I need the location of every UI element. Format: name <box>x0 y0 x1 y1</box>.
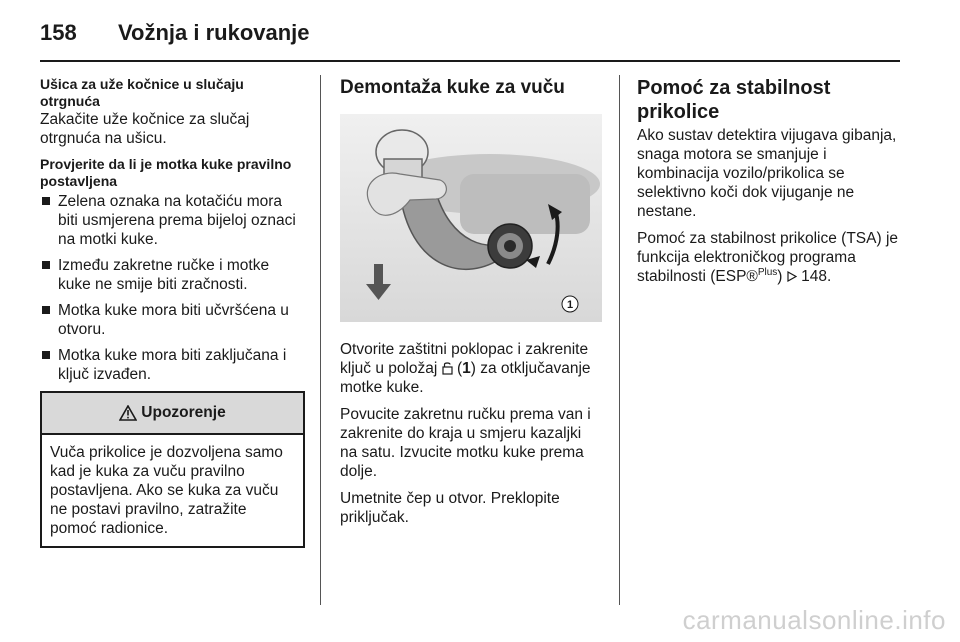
tow-hook-drawing <box>340 114 602 322</box>
column-2 <box>340 76 602 535</box>
paragraph-tsa-esp: Pomoć za stabilnost prikolice (TSA) je funkcija elektroničkog programa stabilnosti (ESP®$^{Plus}$) 148. <box>637 230 899 285</box>
page-reference[interactable]: 148. <box>801 268 832 285</box>
paragraph-pull-handle: Povucite zakretnu ručku prema van i zakrenite do kraja u smjeru kazaljki na satu. Izvucite motku kuke prema dolje. <box>340 406 591 480</box>
paragraph-open-cover: Otvorite zaštitni poklopac i zakrenite ključ u položaj (1) za otključavanje motke kuke. <box>340 341 591 396</box>
column-3 <box>637 76 905 294</box>
chapter-title: Vožnja i rukovanje <box>118 20 310 45</box>
list-item: Zelena oznaka na kotačiću mora biti usmjerena prema bijeloj oznaci na motki kuke. <box>40 192 305 249</box>
paragraph-tsa-description: Ako sustav detektira vijugava gibanja, snaga motora se smanjuje i kombinacija vozilo/prikolica se selektivno koči dok vijuganje ne nestane. <box>637 127 897 220</box>
tow-hook-illustration <box>340 114 602 322</box>
check-list <box>40 192 305 384</box>
figure-callout-label: 1 <box>566 299 574 311</box>
warning-header <box>42 393 303 435</box>
page-ref-arrow-icon <box>787 271 797 282</box>
bullet-icon <box>42 261 50 269</box>
watermark: carmanualsonline.info <box>682 605 946 635</box>
subheading-breakaway-eye: Ušica za uže kočnice u slučaju otrgnuća <box>40 76 244 109</box>
warning-triangle-icon <box>119 405 137 421</box>
page-number: 158 <box>40 20 77 45</box>
list-item: Motka kuke mora biti zaključana i ključ izvađen. <box>40 346 305 384</box>
bullet-icon <box>42 351 50 359</box>
paragraph-breakaway: Zakačite uže kočnice za slučaj otrgnuća na ušicu. <box>40 111 250 147</box>
section-title-removal: Demontaža kuke za vuču <box>340 77 565 98</box>
subheading-check-installation: Provjerite da li je motka kuke pravilno postavljena <box>40 156 292 189</box>
bullet-icon <box>42 197 50 205</box>
warning-text: Vuča prikolice je dozvoljena samo kad je kuka za vuču pravilno postavljena. Ako se kuka za vuču ne postavi pravilno, zatražite pomoć radionice. <box>50 444 283 537</box>
page-header <box>40 14 900 60</box>
header-rule <box>40 60 900 62</box>
column-1 <box>40 76 305 548</box>
column-divider-1 <box>320 75 321 605</box>
list-item: Između zakretne ručke i motke kuke ne smije biti zračnosti. <box>40 256 305 294</box>
paragraph-insert-plug: Umetnite čep u otvor. Preklopite priključak. <box>340 490 560 526</box>
warning-title: Upozorenje <box>141 404 226 421</box>
warning-box <box>40 391 305 548</box>
column-divider-2 <box>619 75 620 605</box>
unlock-icon <box>442 361 453 375</box>
section-title-tsa: Pomoć za stabilnost prikolice <box>637 77 831 123</box>
bullet-icon <box>42 306 50 314</box>
list-item: Motka kuke mora biti učvršćena u otvoru. <box>40 301 305 339</box>
